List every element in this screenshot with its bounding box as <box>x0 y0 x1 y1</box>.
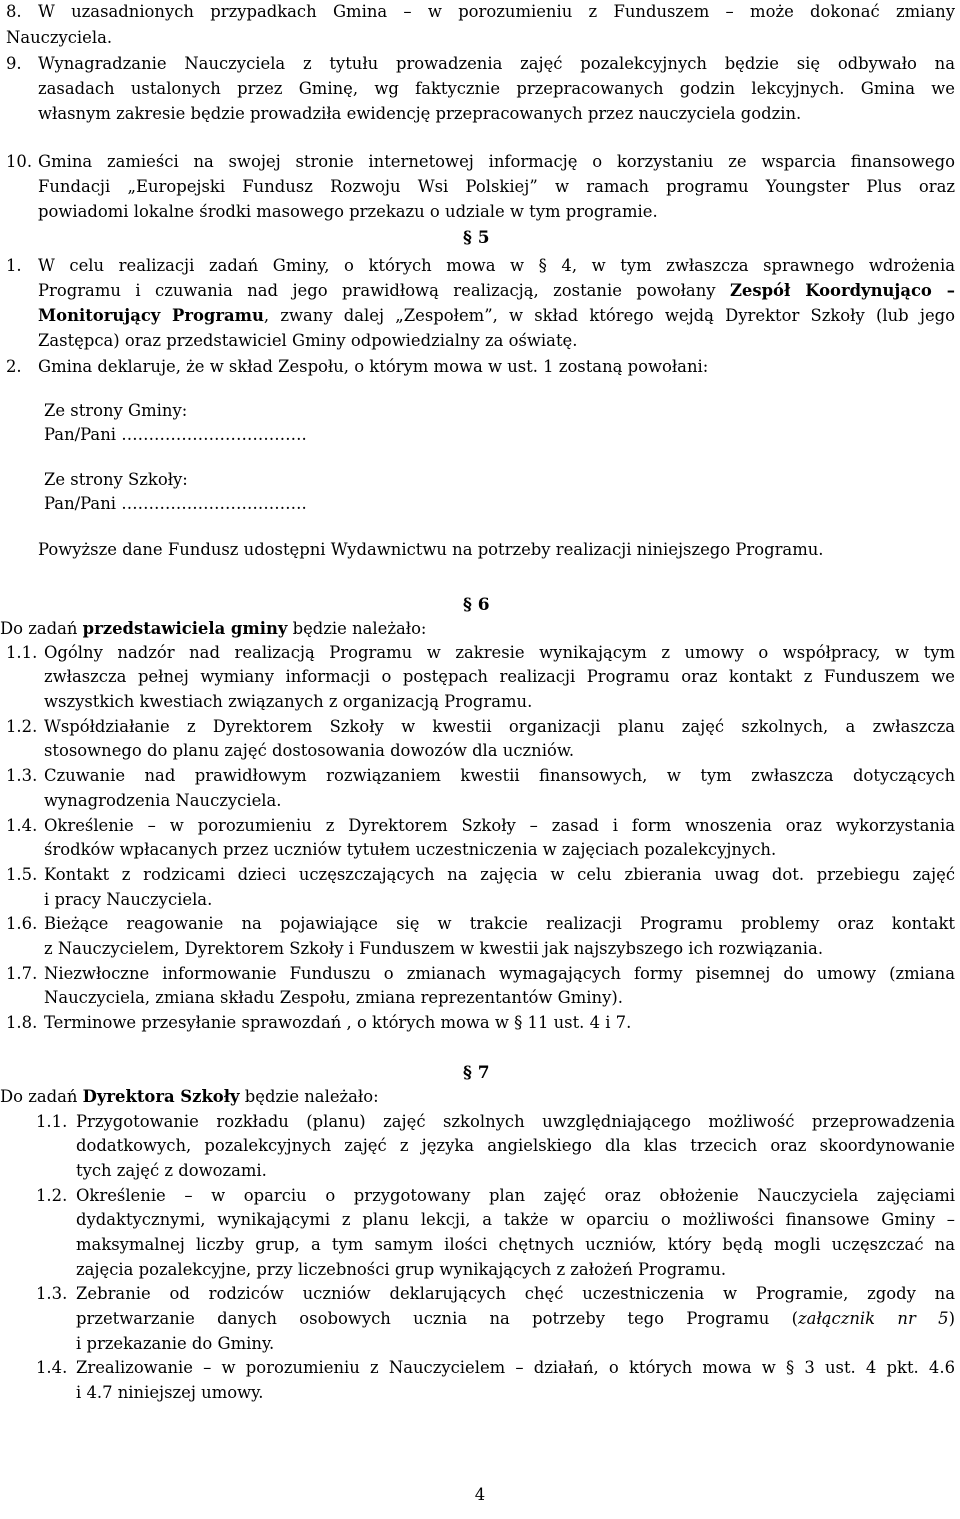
text-line: i 4.7 niniejszej umowy. <box>76 1383 264 1402</box>
text-run: przetwarzanie danych osobowych ucznia na potrzeby tego Programu ( <box>76 1309 799 1328</box>
text-line: Terminowe przesyłanie sprawozdań , o których mowa w § 11 ust. 4 i 7. <box>44 1013 632 1032</box>
text-line: Ogólny nadzór nad realizacją Programu w zakresie wynikającym z umowy o współpracy, w tym <box>44 643 955 662</box>
bold-text: Zespół Koordynująco – <box>729 281 955 300</box>
text-line: zajęcia pozalekcyjne, przy liczebności grup wynikających z założeń Programu. <box>76 1260 727 1279</box>
bold-text: Dyrektora Szkoły <box>82 1087 240 1106</box>
list-item-number: 1.2. <box>36 1186 68 1205</box>
text-line: dydaktycznymi, wynikającymi z planu lekcji, a także w oparciu o możliwości finansowe Gminy – <box>76 1210 955 1229</box>
text-line: Określenie – w porozumieniu z Dyrektorem Szkoły – zasad i form wnoszenia oraz wykorzystania <box>44 816 955 835</box>
text-line: Kontakt z rodzicami dzieci uczęszczających na zajęcia w celu zbierania uwag dot. przebiegu zajęć <box>44 865 955 884</box>
text-line <box>0 617 426 641</box>
list-item-number: 1.6. <box>6 914 38 933</box>
text-line: Pan/Pani ……………………………. <box>44 425 307 444</box>
text-line <box>0 1085 379 1109</box>
paragraph-heading: § 7 <box>463 1063 490 1083</box>
text-run: będzie należało: <box>287 619 427 638</box>
text-line <box>38 279 955 303</box>
text-line: Przygotowanie rozkładu (planu) zajęć szkolnych uwzględniającego możliwość przeprowadzenia <box>76 1112 955 1131</box>
text-line: i przekazanie do Gminy. <box>76 1334 275 1353</box>
text-line: W uzasadnionych przypadkach Gmina – w porozumieniu z Funduszem – może dokonać zmiany <box>38 2 955 21</box>
text-line: Nauczyciela. <box>6 28 113 47</box>
text-line: tych zajęć z dowozami. <box>76 1161 267 1180</box>
text-run: ) <box>948 1309 955 1328</box>
list-item-number: 1.2. <box>6 717 38 736</box>
text-run: , zwany dalej „Zespołem”, w skład którego wejdą Dyrektor Szkoły (lub jego <box>263 306 955 325</box>
page-number: 4 <box>474 1485 486 1504</box>
text-line: Pan/Pani ……………………………. <box>44 494 307 513</box>
text-line: Niezwłoczne informowanie Funduszu o zmianach wymagających formy pisemnej do umowy (zmiana <box>44 964 955 983</box>
text-line: Gmina zamieści na swojej stronie internetowej informację o korzystaniu ze wsparcia finansowego <box>38 152 955 171</box>
list-item-number: 1.3. <box>6 766 38 785</box>
text-line: Nauczyciela, zmiana składu Zespołu, zmiana reprezentantów Gminy). <box>44 988 623 1007</box>
text-line: Czuwanie nad prawidłowym rozwiązaniem kwestii finansowych, w tym zwłaszcza dotyczących <box>44 766 955 785</box>
list-item-number: 1. <box>6 256 22 275</box>
list-item-number: 1.3. <box>36 1284 68 1303</box>
text-line: z Nauczycielem, Dyrektorem Szkoły i Funduszem w kwestii jak najszybszego ich rozwiązania. <box>44 939 824 958</box>
text-line: Zrealizowanie – w porozumieniu z Nauczycielem – działań, o których mowa w § 3 ust. 4 pkt. 4.6 <box>76 1358 955 1377</box>
text-line: Zebranie od rodziców uczniów deklarujących chęć uczestniczenia w Programie, zgody na <box>76 1284 955 1303</box>
text-run: Do zadań <box>0 1087 83 1106</box>
text-line: Gmina deklaruje, że w skład Zespołu, o którym mowa w ust. 1 zostaną powołani: <box>38 357 709 376</box>
text-line: Wynagradzanie Nauczyciela z tytułu prowadzenia zajęć pozalekcyjnych będzie się odbywało na <box>38 54 955 73</box>
text-line: Bieżące reagowanie na pojawiające się w trakcie realizacji Programu problemy oraz kontakt <box>44 914 955 933</box>
text-line: Określenie – w oparciu o przygotowany plan zajęć oraz obłożenie Nauczyciela zajęciami <box>76 1186 955 1205</box>
text-line: środków wpłacanych przez uczniów tytułem uczestniczenia w zajęciach pozalekcyjnych. <box>44 840 777 859</box>
list-item-number: 8. <box>6 2 22 21</box>
list-item-number: 1.5. <box>6 865 38 884</box>
text-line: zwłaszcza pełnej wymiany informacji o postępach realizacji Programu oraz kontakt z Funduszem we <box>44 667 955 686</box>
text-line: maksymalnej liczby grup, a tym samym ilości chętnych uczniów, który będą mogli uczęszczać na <box>76 1235 955 1254</box>
text-line: dodatkowych, pozalekcyjnych zajęć z języka angielskiego dla klas trzecich oraz skoordynowanie <box>76 1136 955 1155</box>
text-line: Powyższe dane Fundusz udostępni Wydawnictwu na potrzeby realizacji niniejszego Programu. <box>38 540 824 559</box>
text-line <box>76 1307 955 1331</box>
text-line: stosownego do planu zajęć dostosowania dowozów dla uczniów. <box>44 741 575 760</box>
text-line: własnym zakresie będzie prowadziła ewidencję przepracowanych przez nauczyciela godzin. <box>38 104 802 123</box>
list-item-number: 1.8. <box>6 1013 38 1032</box>
text-line: wszystkich kwestiach związanych z organizacją Programu. <box>44 692 533 711</box>
text-line: zasadach ustalonych przez Gminę, wg faktycznie przepracowanych godzin lekcyjnych. Gmina we <box>38 79 955 98</box>
text-run: Programu i czuwania nad jego prawidłową realizacją, zostanie powołany <box>38 281 730 300</box>
text-line: Współdziałanie z Dyrektorem Szkoły w kwestii organizacji planu zajęć szkolnych, a zwłaszcza <box>44 717 955 736</box>
list-item-number: 1.4. <box>36 1358 68 1377</box>
text-line: Fundacji „Europejski Fundusz Rozwoju Wsi Polskiej” w ramach programu Youngster Plus oraz <box>38 177 955 196</box>
text-line: i pracy Nauczyciela. <box>44 890 213 909</box>
text-run: będzie należało: <box>239 1087 379 1106</box>
text-line: wynagrodzenia Nauczyciela. <box>44 791 282 810</box>
text-line: Zastępca) oraz przedstawiciel Gminy odpowiedzialny za oświatę. <box>38 331 578 350</box>
text-run: Do zadań <box>0 619 83 638</box>
text-line: powiadomi lokalne środki masowego przekazu o udziale w tym programie. <box>38 202 658 221</box>
list-item-number: 1.4. <box>6 816 38 835</box>
text-line: Ze strony Szkoły: <box>44 470 188 489</box>
list-item-number: 1.1. <box>36 1112 68 1131</box>
list-item-number: 1.7. <box>6 964 38 983</box>
list-item-number: 2. <box>6 357 22 376</box>
text-line: Ze strony Gminy: <box>44 401 188 420</box>
paragraph-heading: § 5 <box>463 228 490 248</box>
text-line: W celu realizacji zadań Gminy, o których mowa w § 4, w tym zwłaszcza sprawnego wdrożenia <box>38 256 955 275</box>
bold-text: Monitorujący Programu <box>38 306 264 325</box>
italic-text: załącznik nr 5 <box>798 1309 949 1328</box>
text-line <box>38 304 955 328</box>
paragraph-heading: § 6 <box>463 595 490 615</box>
list-item-number: 9. <box>6 54 22 73</box>
list-item-number: 10. <box>6 152 33 171</box>
list-item-number: 1.1. <box>6 643 38 662</box>
bold-text: przedstawiciela gminy <box>82 619 288 638</box>
